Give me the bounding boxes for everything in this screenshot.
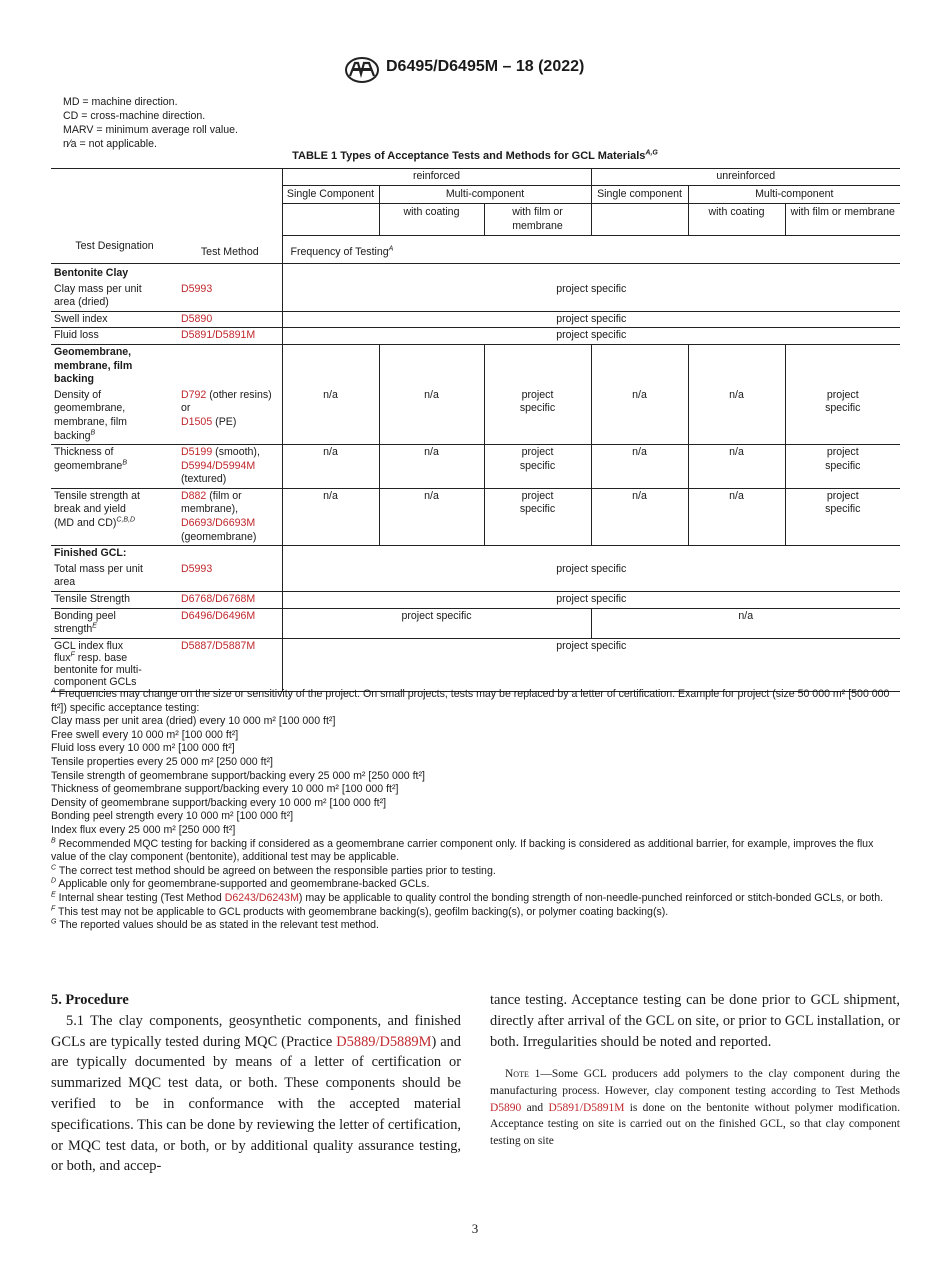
method-link[interactable]: D5890 (181, 312, 213, 325)
method-text: (smooth), (212, 446, 260, 459)
method-link[interactable]: D5993 (181, 562, 213, 575)
footnote-a (51, 688, 901, 715)
row-value: project specific (282, 608, 591, 638)
note-text: is done on the bentonite without polymer modification. Acceptance testing on site is carried out on the finished GCL, so that clay component testing on site (490, 1101, 900, 1147)
row-value (484, 488, 591, 545)
row-designation: GCL index flux flux$^F$ resp. base bentonite for multi-component GCLs (51, 638, 178, 691)
row-value (785, 488, 900, 545)
row-value: project specific (282, 562, 900, 592)
row-designation: Swell index (51, 311, 178, 328)
header-frequency-text: Frequency of Testing (290, 246, 389, 259)
row-method (178, 608, 282, 638)
method-text: (textured) (181, 473, 227, 486)
row-designation-text: GCL index flux (54, 639, 124, 652)
row-value: n/a (688, 388, 785, 445)
row-value-text: project specific (825, 388, 861, 415)
row-value: n/a (379, 388, 484, 445)
footnote-item: Tensile strength of geomembrane support/backing every 25 000 m² [250 000 ft²] (51, 769, 425, 782)
header-frequency-sup: A (388, 245, 394, 253)
table-row (51, 388, 900, 445)
header-frequency (282, 236, 900, 264)
row-value: n/a (282, 445, 379, 489)
row-designation-text: Bonding peel strength (54, 609, 116, 636)
header-test-method: Test Method (178, 236, 282, 264)
document-title: D6495/D6495M – 18 (2022) (386, 58, 585, 75)
row-value-text: project specific (519, 446, 556, 472)
row-designation-text: Tensile strength at break and yield (MD and CD) (54, 489, 140, 530)
table-header-row (51, 169, 900, 186)
table-header-row (51, 185, 900, 204)
row-value: n/a (591, 445, 688, 489)
footnote-text: The correct test method should be agreed on between the responsible parties prior to testing. (58, 864, 496, 877)
method-link[interactable]: D5891/D5891M (181, 329, 256, 342)
row-designation: Fluid loss (51, 328, 178, 345)
row-designation-text: Thickness of geomembrane (54, 446, 123, 472)
footnote-d (51, 878, 901, 892)
footnote-text: Recommended MQC testing for backing if considered as a geomembrane carrier component only. If backing is considered as additional barrier, for example, improves the flux value of the clay component (bentonite), additional test may be applicable. (51, 837, 874, 864)
header-with-film: with film or membrane (785, 204, 900, 236)
method-link[interactable]: D5887/D5887M (181, 639, 256, 652)
table-row (51, 608, 900, 638)
group-geomembrane-text: Geomembrane, membrane, film backing (54, 345, 133, 386)
header-test-designation: Test Designation (51, 236, 178, 264)
row-value: project specific (282, 282, 900, 312)
row-value: project specific (282, 311, 900, 328)
astm-logo (344, 56, 380, 84)
footnote-f (51, 906, 901, 920)
footnote-item: Index flux every 25 000 m² [250 000 ft²] (51, 823, 236, 836)
table-row (51, 311, 900, 328)
page-header (0, 56, 950, 86)
table-row (51, 328, 900, 345)
row-value: n/a (688, 445, 785, 489)
table-row (51, 592, 900, 609)
table-row (51, 344, 900, 387)
abbreviations-list (63, 95, 238, 151)
group-finished: Finished GCL: (54, 547, 127, 560)
footnote-item: Fluid loss every 10 000 m² [100 000 ft²] (51, 742, 235, 755)
group-bentonite: Bentonite Clay (54, 266, 129, 279)
acceptance-tests-table (51, 168, 900, 695)
header-multi-component: Multi-component (379, 185, 591, 204)
table-row (51, 488, 900, 545)
note-text: —Some GCL producers add polymers to the clay component during the manufacturing process. However, clay component testing according to Test Methods (490, 1068, 900, 1097)
footnote-item: Clay mass per unit area (dried) every 10 000 m² [100 000 ft²] (51, 715, 336, 728)
method-link[interactable]: D792 (181, 388, 207, 401)
row-value: n/a (591, 608, 900, 638)
row-value-text: project specific (519, 489, 556, 516)
row-designation-sup: B (122, 459, 127, 467)
header-single-component: Single component (591, 185, 688, 204)
footnote-marker: G (51, 918, 57, 926)
footnote-marker: C (51, 864, 57, 872)
method-link[interactable]: D5890 (490, 1101, 522, 1114)
row-value: n/a (379, 488, 484, 545)
row-designation-sup: B (90, 428, 96, 436)
row-value-text: project specific (825, 489, 861, 516)
header-reinforced: reinforced (282, 169, 591, 186)
row-value-text: project specific (519, 388, 556, 415)
row-designation-text: Total mass per unit area (54, 562, 143, 589)
footnote-marker: A (51, 687, 56, 695)
row-value: n/a (591, 388, 688, 445)
row-value: project specific (282, 592, 900, 609)
method-link[interactable]: D6768/D6768M (181, 593, 256, 606)
row-designation-text: Density of geomembrane, membrane, film backing (54, 388, 127, 442)
footnote-item: Tensile properties every 25 000 m² [250 000 ft²] (51, 755, 273, 768)
row-method (178, 388, 282, 445)
header-multi-component: Multi-component (688, 185, 900, 204)
footnote-marker: D (51, 877, 57, 885)
row-value: n/a (688, 488, 785, 545)
row-designation: Tensile Strength (51, 592, 178, 609)
row-value: project specific (282, 328, 900, 345)
method-link[interactable]: D882 (181, 489, 207, 502)
row-designation (51, 282, 178, 312)
footnote-text: This test may not be applicable to GCL products with geomembrane backing(s), geofilm backing(s), or polymer coating backing(s). (58, 905, 669, 918)
paragraph-continued: tance testing. Acceptance testing can be done prior to GCL shipment, directly after arrival of the GCL on site, or prior to GCL installation, or both. Irregularities should be noted and reported. (490, 992, 900, 1050)
row-value (484, 388, 591, 445)
page-number: 3 (471, 1221, 479, 1236)
header-single-component: Single Component (282, 185, 379, 204)
table-header-row (51, 236, 900, 264)
method-link[interactable]: D5199 (181, 446, 213, 459)
practice-link[interactable]: D5889/D5889M (336, 1033, 432, 1050)
table-title-text: TABLE 1 Types of Acceptance Tests and Methods for GCL Materials (292, 150, 646, 162)
method-link[interactable]: D5993 (181, 282, 213, 295)
group-geomembrane (51, 344, 178, 387)
row-designation-text: Clay mass per unit area (dried) (54, 282, 142, 309)
paragraph-text: ) and are typically documented by means of a letter of certification or summarized MQC test data, or both. These components should be verified to be in conformance with the accepted material specifications. This can be done by reviewing the letter of certification, or MQC test data, or both, or by additional quality assurance testing, or both, and accep- (51, 1033, 461, 1175)
row-method (178, 445, 282, 489)
row-value-text: project specific (825, 446, 861, 472)
method-text: (PE) (212, 415, 237, 428)
table-row (51, 445, 900, 489)
method-link[interactable]: D5891/D5891M (548, 1101, 625, 1114)
footnote-item: Bonding peel strength every 10 000 m² [100 000 ft²] (51, 810, 294, 823)
paragraph-text: 5.1 The clay components, geosynthetic components, and finished GCLs are typically tested during MQC (Practice (51, 1012, 461, 1050)
row-value: n/a (591, 488, 688, 545)
method-text: (other resins) or (181, 388, 272, 415)
footnote-item: Density of geomembrane support/backing every 10 000 m² [100 000 ft²] (51, 796, 387, 809)
footnote-marker: E (51, 891, 56, 899)
footnote-text: ) may be applicable to quality control the bonding strength of non-needle-punched reinforced or stitch-bonded GCLs, or both. (298, 891, 884, 904)
abbreviation-item: MD = machine direction. (63, 96, 178, 108)
method-link[interactable]: D6693/D6693M (181, 517, 256, 530)
table-row (51, 263, 900, 281)
footnote-item: Thickness of geomembrane support/backing every 10 000 m² [100 000 ft²] (51, 783, 399, 796)
method-text: (geomembrane) (181, 530, 257, 543)
footnote-e (51, 892, 901, 906)
footnote-marker: B (51, 837, 56, 844)
header-with-coating: with coating (379, 204, 484, 236)
footnote-text: Frequencies may change on the size or sensitivity of the project. On small projects, tests may be replaced by a letter of certification. Example for project (size 50 000 m² [500 000 ft²]) specific acceptance testing: (51, 688, 890, 714)
table-row (51, 638, 900, 691)
table-row (51, 562, 900, 592)
row-designation-sup: E (92, 622, 97, 630)
abbreviation-item: CD = cross-machine direction. (63, 110, 206, 122)
row-method (178, 311, 282, 328)
row-method (178, 638, 282, 691)
footnote-text: Applicable only for geomembrane-supported and geomembrane-backed GCLs. (58, 878, 430, 891)
table-title-sup: A,G (645, 149, 658, 157)
table-row (51, 546, 900, 562)
row-designation (51, 388, 178, 445)
method-link[interactable]: D6496/D6496M (181, 609, 256, 622)
row-method (178, 282, 282, 312)
note-1 (490, 1066, 900, 1149)
row-method (178, 562, 282, 592)
row-value (785, 388, 900, 445)
header-unreinforced: unreinforced (591, 169, 900, 186)
row-method (178, 592, 282, 609)
abbreviation-item: n⁄a = not applicable. (63, 138, 157, 150)
row-designation-text: resp. base bentonite for multi-component GCLs (54, 651, 142, 688)
row-designation (51, 445, 178, 489)
footnote-b (51, 838, 901, 865)
header-with-film: with film or membrane (484, 204, 591, 236)
row-designation (51, 562, 178, 592)
row-designation-sup: F (70, 651, 75, 659)
row-value (785, 445, 900, 489)
method-text: (film or membrane), (181, 489, 242, 516)
row-value: n/a (379, 445, 484, 489)
row-method (178, 488, 282, 545)
footnote-c (51, 865, 901, 879)
row-method (178, 328, 282, 345)
footnote-text: Internal shear testing (Test Method (58, 891, 225, 904)
table-header-row (51, 204, 900, 236)
footnote-item: Free swell every 10 000 m² [100 000 ft²] (51, 728, 239, 741)
footnote-text: The reported values should be as stated in the relevant test method. (59, 919, 379, 932)
table-title (0, 150, 950, 162)
table-row (51, 282, 900, 312)
footnote-g (51, 919, 901, 933)
method-link[interactable]: D6243/D6243M (224, 891, 299, 904)
method-link[interactable]: D1505 (181, 415, 213, 428)
row-value: project specific (282, 638, 900, 691)
row-designation (51, 608, 178, 638)
abbreviation-item: MARV = minimum average roll value. (63, 124, 238, 136)
row-value: n/a (282, 488, 379, 545)
row-value: n/a (282, 388, 379, 445)
row-designation-sup: C,B,D (116, 516, 136, 524)
row-value (484, 445, 591, 489)
section-heading: 5. Procedure (51, 992, 129, 1008)
paragraph-5-1 (51, 1011, 461, 1177)
row-designation (51, 488, 178, 545)
note-label: Note 1 (505, 1068, 541, 1081)
header-with-coating: with coating (688, 204, 785, 236)
footnote-marker: F (51, 904, 56, 912)
table-footnotes (51, 688, 901, 933)
body-column-left (51, 990, 461, 1177)
note-text: and (521, 1101, 549, 1114)
method-link[interactable]: D5994/D5994M (181, 459, 256, 472)
body-column-right (490, 990, 900, 1149)
